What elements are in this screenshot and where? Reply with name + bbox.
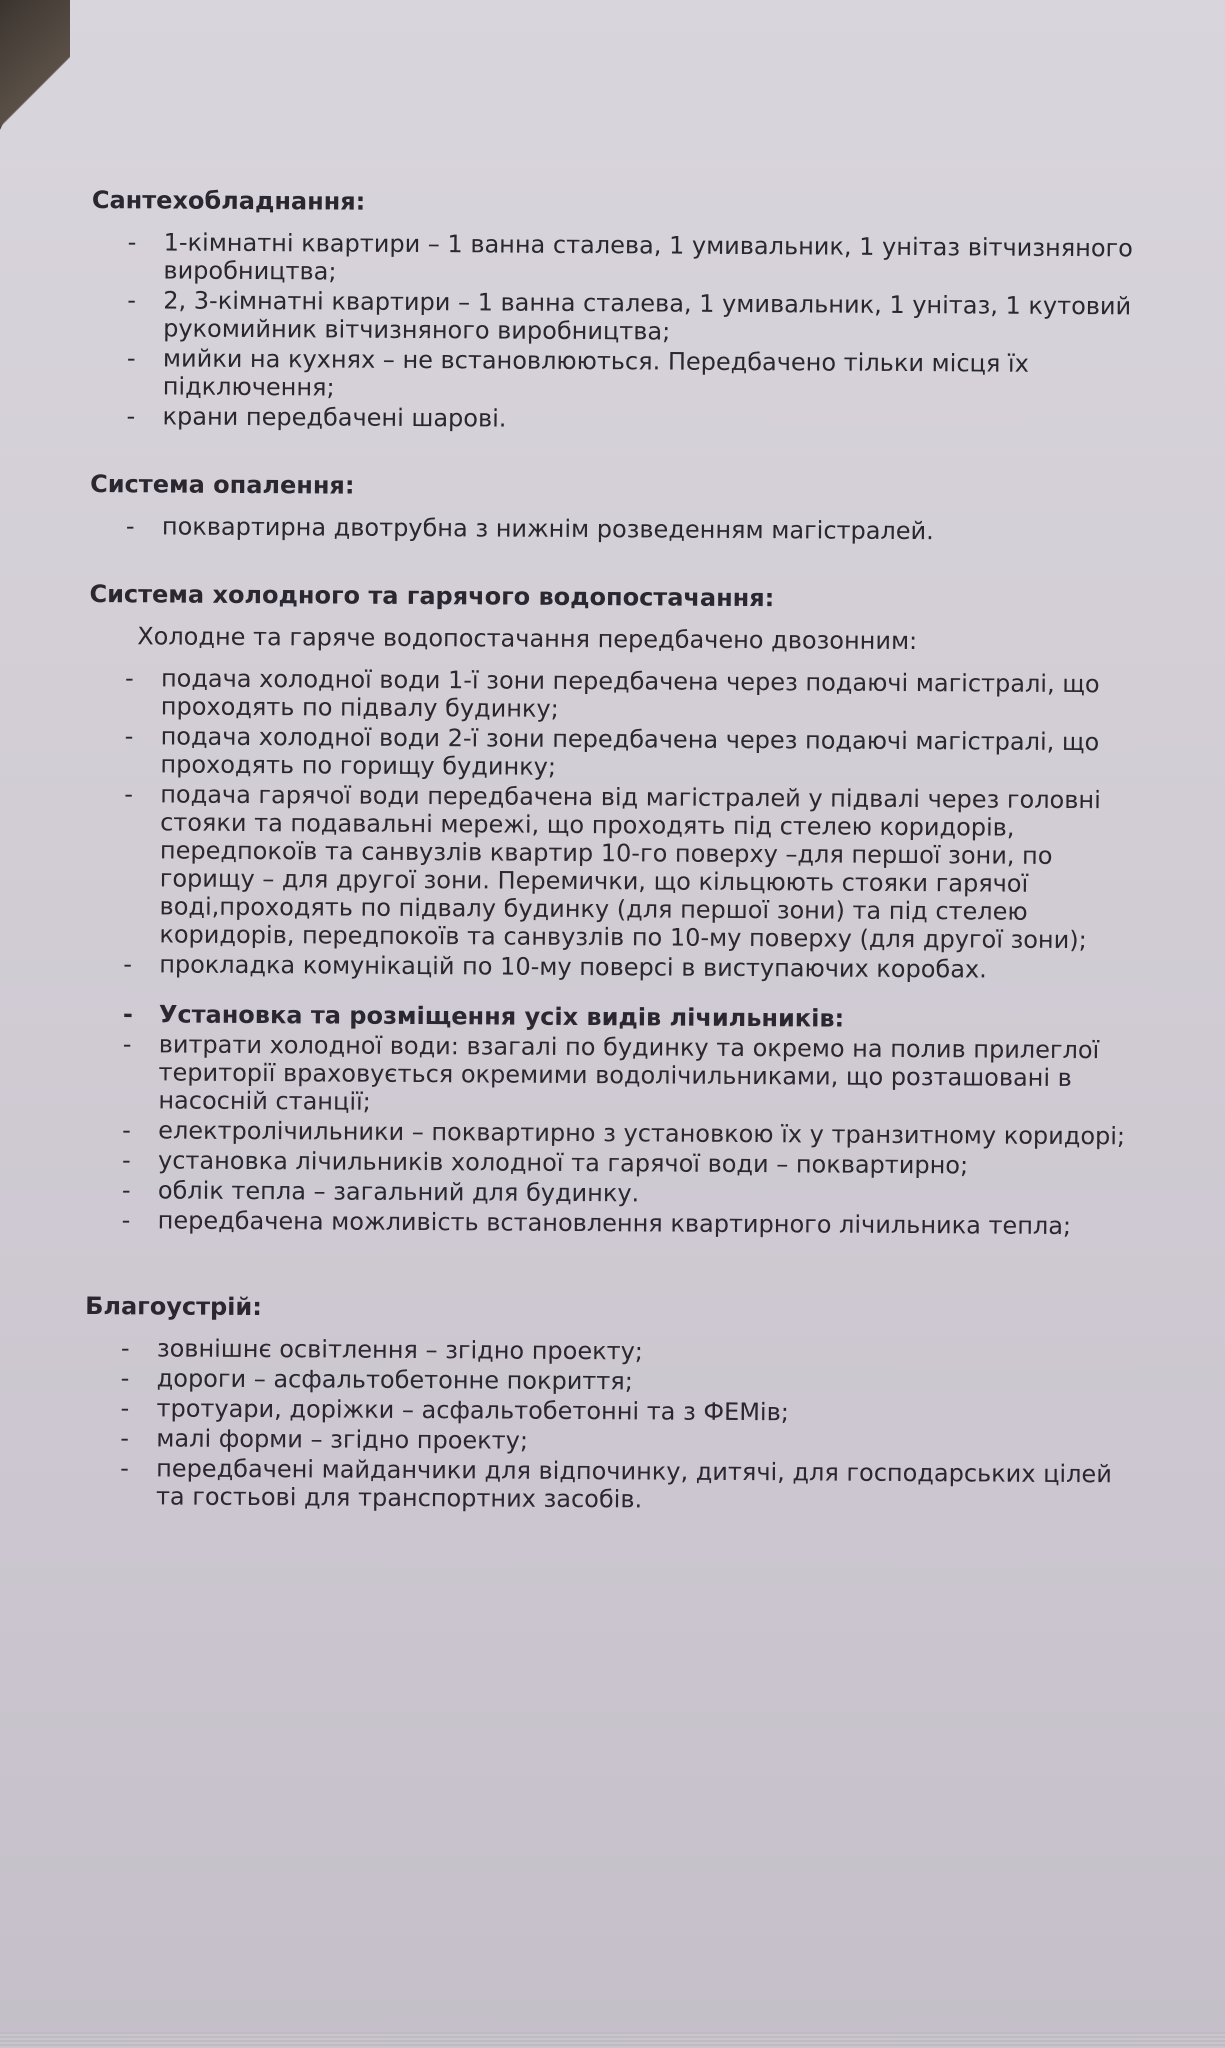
list-item: - дороги – асфальтобетонне покриття;	[85, 1364, 1145, 1398]
heading-water: Система холодного та гарячого водопостачання:	[89, 579, 775, 613]
list-landscaping	[84, 1334, 1145, 1516]
list-item: - 2, 3-кімнатні квартири – 1 ванна сталева, 1 умивальник, 1 унітаз, 1 кутовий рукомийник вітчизняного виробництва;	[91, 286, 1151, 348]
page-stack-edge	[0, 2032, 1225, 2048]
list-plumbing	[91, 228, 1152, 436]
list-item: - витрати холодної води: взагалі по будинку та окремо на полив прилеглої території враховується окремими водолічильниками, що розташовані в насосній станції;	[86, 1030, 1146, 1120]
list-item: - 1-кімнатні квартири – 1 ванна сталева, 1 умивальник, 1 унітаз вітчизняного виробництва;	[91, 228, 1151, 290]
meters-heading: - Установка та розміщення усіх видів лічильників:	[87, 1000, 1147, 1034]
list-meters	[86, 1000, 1147, 1240]
list-item: - крани передбачені шарові.	[91, 402, 1151, 436]
list-item: - передбачені майданчики для відпочинку, дитячі, для господарських цілей та гостьові для транспортних засобів.	[84, 1454, 1144, 1516]
list-item: - поквартирна двотрубна з нижнім розведенням магістралей.	[90, 512, 1150, 546]
background-corner	[0, 0, 70, 140]
document-body	[84, 186, 1152, 1518]
heading-landscaping: Благоустрій:	[85, 1291, 262, 1322]
list-item: - зовнішнє освітлення – згідно проекту;	[85, 1334, 1145, 1368]
list-item: - установка лічильників холодної та гарячої води – поквартирно;	[86, 1146, 1146, 1180]
list-item: - електролічильники – поквартирно з установкою їх у транзитному коридорі;	[86, 1116, 1146, 1150]
list-item: - прокладка комунікацій по 10-му поверсі в виступаючих коробах.	[87, 950, 1147, 984]
list-item: - малі форми – згідно проекту;	[84, 1424, 1144, 1458]
list-item: - тротуари, доріжки – асфальтобетонні та з ФЕМів;	[84, 1394, 1144, 1428]
list-water	[87, 664, 1149, 984]
list-item: - передбачена можливість встановлення квартирного лічильника тепла;	[86, 1206, 1146, 1240]
heading-plumbing: Сантехобладнання:	[91, 186, 366, 216]
list-item: - подача холодної води 1-ї зони передбачена через подаючі магістралі, що проходять по підвалу будинку;	[89, 664, 1149, 726]
list-item: - подача холодної води 2-ї зони передбачена через подаючі магістралі, що проходять по горищу будинку;	[88, 722, 1148, 784]
list-item: - облік тепла – загальний для будинку.	[86, 1176, 1146, 1210]
list-heating	[90, 512, 1150, 546]
list-item: - мийки на кухнях – не встановлюються. Передбачено тільки місця їх підключення;	[91, 344, 1151, 406]
water-intro: Холодне та гаряче водопостачання передбачено двозонним:	[137, 622, 918, 656]
list-item: - подача гарячої води передбачена від магістралей у підвалі через головні стояки та подавальні мережі, що проходять під стелею коридорів, передпокоїв та санвузлів квартир 10-го поверху –для першої зони, по горищу – для другої зони. Перемички, що кільцюють стояки гарячої воді,проходять по підвалу будинку (для першої зони) та під стелею коридорів, передпокоїв та санвузлів по 10-му поверху (для другої зони);	[87, 780, 1148, 954]
heading-heating: Система опалення:	[90, 469, 355, 500]
